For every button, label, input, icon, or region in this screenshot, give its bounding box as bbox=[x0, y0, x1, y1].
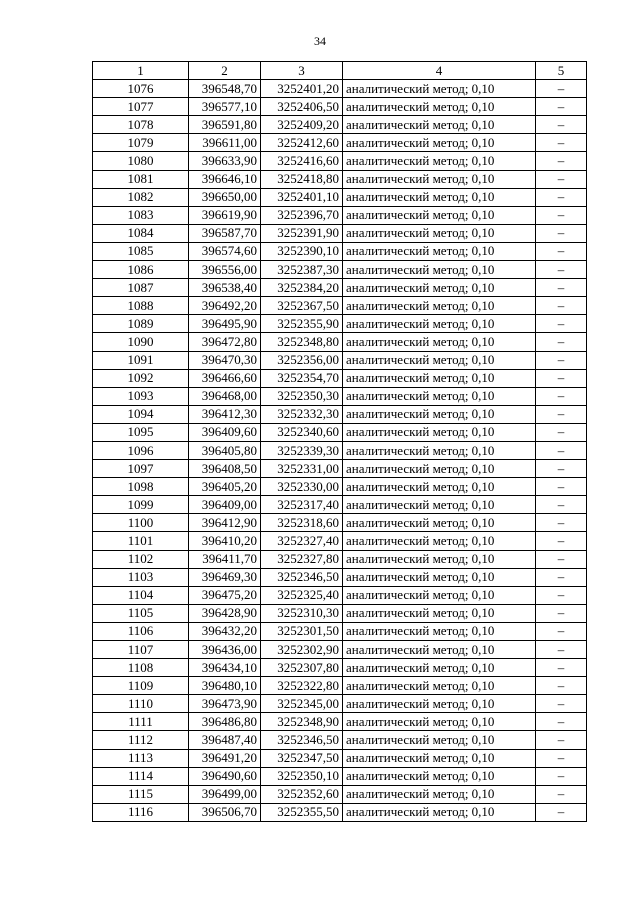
table-row bbox=[93, 224, 587, 242]
column-header: 4 bbox=[343, 62, 536, 80]
method-cell: аналитический метод; 0,10 bbox=[343, 315, 536, 333]
method-cell: аналитический метод; 0,10 bbox=[343, 297, 536, 315]
x-coordinate-cell: 396538,40 bbox=[189, 279, 261, 297]
method-cell: аналитический метод; 0,10 bbox=[343, 731, 536, 749]
x-coordinate-cell: 396650,00 bbox=[189, 188, 261, 206]
y-coordinate-cell: 3252310,30 bbox=[261, 604, 343, 622]
note-cell: – bbox=[536, 767, 587, 785]
y-coordinate-cell: 3252401,10 bbox=[261, 188, 343, 206]
point-number-cell: 1091 bbox=[93, 351, 189, 369]
column-header: 1 bbox=[93, 62, 189, 80]
x-coordinate-cell: 396611,00 bbox=[189, 134, 261, 152]
method-cell: аналитический метод; 0,10 bbox=[343, 369, 536, 387]
table-row bbox=[93, 261, 587, 279]
method-cell: аналитический метод; 0,10 bbox=[343, 134, 536, 152]
point-number-cell: 1102 bbox=[93, 550, 189, 568]
point-number-cell: 1085 bbox=[93, 242, 189, 260]
table-row bbox=[93, 333, 587, 351]
point-number-cell: 1115 bbox=[93, 785, 189, 803]
x-coordinate-cell: 396646,10 bbox=[189, 170, 261, 188]
y-coordinate-cell: 3252348,90 bbox=[261, 713, 343, 731]
note-cell: – bbox=[536, 568, 587, 586]
x-coordinate-cell: 396486,80 bbox=[189, 713, 261, 731]
point-number-cell: 1114 bbox=[93, 767, 189, 785]
method-cell: аналитический метод; 0,10 bbox=[343, 224, 536, 242]
table-row bbox=[93, 387, 587, 405]
table-row bbox=[93, 496, 587, 514]
table-row bbox=[93, 80, 587, 98]
table-row bbox=[93, 478, 587, 496]
page-number: 34 bbox=[314, 34, 326, 48]
method-cell: аналитический метод; 0,10 bbox=[343, 387, 536, 405]
method-cell: аналитический метод; 0,10 bbox=[343, 279, 536, 297]
method-cell: аналитический метод; 0,10 bbox=[343, 98, 536, 116]
y-coordinate-cell: 3252396,70 bbox=[261, 206, 343, 224]
point-number-cell: 1084 bbox=[93, 224, 189, 242]
x-coordinate-cell: 396491,20 bbox=[189, 749, 261, 767]
note-cell: – bbox=[536, 496, 587, 514]
y-coordinate-cell: 3252302,90 bbox=[261, 641, 343, 659]
column-header: 2 bbox=[189, 62, 261, 80]
note-cell: – bbox=[536, 423, 587, 441]
y-coordinate-cell: 3252348,80 bbox=[261, 333, 343, 351]
y-coordinate-cell: 3252355,50 bbox=[261, 803, 343, 821]
method-cell: аналитический метод; 0,10 bbox=[343, 767, 536, 785]
y-coordinate-cell: 3252332,30 bbox=[261, 405, 343, 423]
x-coordinate-cell: 396409,60 bbox=[189, 423, 261, 441]
table-row bbox=[93, 152, 587, 170]
x-coordinate-cell: 396412,90 bbox=[189, 514, 261, 532]
y-coordinate-cell: 3252327,80 bbox=[261, 550, 343, 568]
y-coordinate-cell: 3252384,20 bbox=[261, 279, 343, 297]
method-cell: аналитический метод; 0,10 bbox=[343, 242, 536, 260]
table-row bbox=[93, 460, 587, 478]
note-cell: – bbox=[536, 170, 587, 188]
point-number-cell: 1077 bbox=[93, 98, 189, 116]
x-coordinate-cell: 396468,00 bbox=[189, 387, 261, 405]
table-row bbox=[93, 731, 587, 749]
x-coordinate-cell: 396587,70 bbox=[189, 224, 261, 242]
point-number-cell: 1103 bbox=[93, 568, 189, 586]
y-coordinate-cell: 3252331,00 bbox=[261, 460, 343, 478]
note-cell: – bbox=[536, 351, 587, 369]
x-coordinate-cell: 396480,10 bbox=[189, 677, 261, 695]
note-cell: – bbox=[536, 731, 587, 749]
method-cell: аналитический метод; 0,10 bbox=[343, 803, 536, 821]
point-number-cell: 1089 bbox=[93, 315, 189, 333]
x-coordinate-cell: 396475,20 bbox=[189, 586, 261, 604]
note-cell: – bbox=[536, 279, 587, 297]
note-cell: – bbox=[536, 206, 587, 224]
note-cell: – bbox=[536, 405, 587, 423]
note-cell: – bbox=[536, 333, 587, 351]
method-cell: аналитический метод; 0,10 bbox=[343, 785, 536, 803]
y-coordinate-cell: 3252325,40 bbox=[261, 586, 343, 604]
note-cell: – bbox=[536, 604, 587, 622]
point-number-cell: 1104 bbox=[93, 586, 189, 604]
table-row bbox=[93, 134, 587, 152]
table-row bbox=[93, 785, 587, 803]
x-coordinate-cell: 396432,20 bbox=[189, 622, 261, 640]
point-number-cell: 1087 bbox=[93, 279, 189, 297]
method-cell: аналитический метод; 0,10 bbox=[343, 641, 536, 659]
note-cell: – bbox=[536, 659, 587, 677]
y-coordinate-cell: 3252347,50 bbox=[261, 749, 343, 767]
note-cell: – bbox=[536, 641, 587, 659]
method-cell: аналитический метод; 0,10 bbox=[343, 713, 536, 731]
y-coordinate-cell: 3252409,20 bbox=[261, 116, 343, 134]
y-coordinate-cell: 3252416,60 bbox=[261, 152, 343, 170]
y-coordinate-cell: 3252367,50 bbox=[261, 297, 343, 315]
table-row bbox=[93, 568, 587, 586]
table-row bbox=[93, 604, 587, 622]
note-cell: – bbox=[536, 749, 587, 767]
note-cell: – bbox=[536, 532, 587, 550]
table-row bbox=[93, 532, 587, 550]
table-row bbox=[93, 242, 587, 260]
x-coordinate-cell: 396574,60 bbox=[189, 242, 261, 260]
x-coordinate-cell: 396411,70 bbox=[189, 550, 261, 568]
table-row bbox=[93, 369, 587, 387]
method-cell: аналитический метод; 0,10 bbox=[343, 622, 536, 640]
x-coordinate-cell: 396633,90 bbox=[189, 152, 261, 170]
y-coordinate-cell: 3252301,50 bbox=[261, 622, 343, 640]
method-cell: аналитический метод; 0,10 bbox=[343, 460, 536, 478]
point-number-cell: 1088 bbox=[93, 297, 189, 315]
method-cell: аналитический метод; 0,10 bbox=[343, 441, 536, 459]
note-cell: – bbox=[536, 261, 587, 279]
point-number-cell: 1083 bbox=[93, 206, 189, 224]
table-row bbox=[93, 315, 587, 333]
point-number-cell: 1096 bbox=[93, 441, 189, 459]
table-row bbox=[93, 423, 587, 441]
point-number-cell: 1097 bbox=[93, 460, 189, 478]
table-row bbox=[93, 206, 587, 224]
x-coordinate-cell: 396405,20 bbox=[189, 478, 261, 496]
point-number-cell: 1078 bbox=[93, 116, 189, 134]
table-row bbox=[93, 586, 587, 604]
y-coordinate-cell: 3252327,40 bbox=[261, 532, 343, 550]
table-row bbox=[93, 695, 587, 713]
point-number-cell: 1092 bbox=[93, 369, 189, 387]
y-coordinate-cell: 3252401,20 bbox=[261, 80, 343, 98]
y-coordinate-cell: 3252350,30 bbox=[261, 387, 343, 405]
table-row bbox=[93, 405, 587, 423]
note-cell: – bbox=[536, 550, 587, 568]
x-coordinate-cell: 396548,70 bbox=[189, 80, 261, 98]
method-cell: аналитический метод; 0,10 bbox=[343, 405, 536, 423]
column-header: 3 bbox=[261, 62, 343, 80]
y-coordinate-cell: 3252307,80 bbox=[261, 659, 343, 677]
table-row bbox=[93, 351, 587, 369]
method-cell: аналитический метод; 0,10 bbox=[343, 333, 536, 351]
table-row bbox=[93, 441, 587, 459]
x-coordinate-cell: 396619,90 bbox=[189, 206, 261, 224]
table-row bbox=[93, 188, 587, 206]
method-cell: аналитический метод; 0,10 bbox=[343, 532, 536, 550]
method-cell: аналитический метод; 0,10 bbox=[343, 188, 536, 206]
method-cell: аналитический метод; 0,10 bbox=[343, 550, 536, 568]
x-coordinate-cell: 396466,60 bbox=[189, 369, 261, 387]
y-coordinate-cell: 3252352,60 bbox=[261, 785, 343, 803]
point-number-cell: 1098 bbox=[93, 478, 189, 496]
table-header-row bbox=[93, 62, 587, 80]
y-coordinate-cell: 3252406,50 bbox=[261, 98, 343, 116]
note-cell: – bbox=[536, 586, 587, 604]
method-cell: аналитический метод; 0,10 bbox=[343, 423, 536, 441]
point-number-cell: 1095 bbox=[93, 423, 189, 441]
x-coordinate-cell: 396470,30 bbox=[189, 351, 261, 369]
note-cell: – bbox=[536, 297, 587, 315]
point-number-cell: 1116 bbox=[93, 803, 189, 821]
point-number-cell: 1113 bbox=[93, 749, 189, 767]
method-cell: аналитический метод; 0,10 bbox=[343, 116, 536, 134]
note-cell: – bbox=[536, 134, 587, 152]
x-coordinate-cell: 396591,80 bbox=[189, 116, 261, 134]
y-coordinate-cell: 3252387,30 bbox=[261, 261, 343, 279]
table-row bbox=[93, 297, 587, 315]
note-cell: – bbox=[536, 242, 587, 260]
note-cell: – bbox=[536, 116, 587, 134]
note-cell: – bbox=[536, 98, 587, 116]
table-row bbox=[93, 170, 587, 188]
y-coordinate-cell: 3252330,00 bbox=[261, 478, 343, 496]
point-number-cell: 1081 bbox=[93, 170, 189, 188]
table-row bbox=[93, 550, 587, 568]
y-coordinate-cell: 3252412,60 bbox=[261, 134, 343, 152]
method-cell: аналитический метод; 0,10 bbox=[343, 206, 536, 224]
note-cell: – bbox=[536, 152, 587, 170]
note-cell: – bbox=[536, 677, 587, 695]
x-coordinate-cell: 396577,10 bbox=[189, 98, 261, 116]
x-coordinate-cell: 396434,10 bbox=[189, 659, 261, 677]
method-cell: аналитический метод; 0,10 bbox=[343, 604, 536, 622]
method-cell: аналитический метод; 0,10 bbox=[343, 568, 536, 586]
y-coordinate-cell: 3252318,60 bbox=[261, 514, 343, 532]
point-number-cell: 1099 bbox=[93, 496, 189, 514]
x-coordinate-cell: 396410,20 bbox=[189, 532, 261, 550]
x-coordinate-cell: 396495,90 bbox=[189, 315, 261, 333]
note-cell: – bbox=[536, 713, 587, 731]
x-coordinate-cell: 396412,30 bbox=[189, 405, 261, 423]
method-cell: аналитический метод; 0,10 bbox=[343, 80, 536, 98]
y-coordinate-cell: 3252339,30 bbox=[261, 441, 343, 459]
y-coordinate-cell: 3252390,10 bbox=[261, 242, 343, 260]
point-number-cell: 1082 bbox=[93, 188, 189, 206]
table-row bbox=[93, 641, 587, 659]
point-number-cell: 1107 bbox=[93, 641, 189, 659]
y-coordinate-cell: 3252317,40 bbox=[261, 496, 343, 514]
note-cell: – bbox=[536, 622, 587, 640]
note-cell: – bbox=[536, 785, 587, 803]
point-number-cell: 1110 bbox=[93, 695, 189, 713]
x-coordinate-cell: 396469,30 bbox=[189, 568, 261, 586]
table-row bbox=[93, 659, 587, 677]
y-coordinate-cell: 3252391,90 bbox=[261, 224, 343, 242]
table-body bbox=[93, 62, 587, 822]
point-number-cell: 1094 bbox=[93, 405, 189, 423]
note-cell: – bbox=[536, 460, 587, 478]
table-row bbox=[93, 677, 587, 695]
note-cell: – bbox=[536, 478, 587, 496]
x-coordinate-cell: 396472,80 bbox=[189, 333, 261, 351]
point-number-cell: 1111 bbox=[93, 713, 189, 731]
table-row bbox=[93, 713, 587, 731]
point-number-cell: 1090 bbox=[93, 333, 189, 351]
table-row bbox=[93, 767, 587, 785]
method-cell: аналитический метод; 0,10 bbox=[343, 514, 536, 532]
y-coordinate-cell: 3252354,70 bbox=[261, 369, 343, 387]
point-number-cell: 1076 bbox=[93, 80, 189, 98]
method-cell: аналитический метод; 0,10 bbox=[343, 586, 536, 604]
note-cell: – bbox=[536, 315, 587, 333]
x-coordinate-cell: 396492,20 bbox=[189, 297, 261, 315]
point-number-cell: 1086 bbox=[93, 261, 189, 279]
x-coordinate-cell: 396556,00 bbox=[189, 261, 261, 279]
note-cell: – bbox=[536, 188, 587, 206]
x-coordinate-cell: 396499,00 bbox=[189, 785, 261, 803]
note-cell: – bbox=[536, 803, 587, 821]
y-coordinate-cell: 3252322,80 bbox=[261, 677, 343, 695]
method-cell: аналитический метод; 0,10 bbox=[343, 478, 536, 496]
method-cell: аналитический метод; 0,10 bbox=[343, 496, 536, 514]
method-cell: аналитический метод; 0,10 bbox=[343, 261, 536, 279]
coordinates-table bbox=[92, 61, 587, 822]
x-coordinate-cell: 396436,00 bbox=[189, 641, 261, 659]
note-cell: – bbox=[536, 695, 587, 713]
point-number-cell: 1079 bbox=[93, 134, 189, 152]
x-coordinate-cell: 396487,40 bbox=[189, 731, 261, 749]
method-cell: аналитический метод; 0,10 bbox=[343, 659, 536, 677]
table-row bbox=[93, 116, 587, 134]
note-cell: – bbox=[536, 514, 587, 532]
point-number-cell: 1100 bbox=[93, 514, 189, 532]
point-number-cell: 1101 bbox=[93, 532, 189, 550]
table-row bbox=[93, 279, 587, 297]
point-number-cell: 1108 bbox=[93, 659, 189, 677]
method-cell: аналитический метод; 0,10 bbox=[343, 152, 536, 170]
x-coordinate-cell: 396405,80 bbox=[189, 441, 261, 459]
note-cell: – bbox=[536, 369, 587, 387]
y-coordinate-cell: 3252340,60 bbox=[261, 423, 343, 441]
y-coordinate-cell: 3252418,80 bbox=[261, 170, 343, 188]
y-coordinate-cell: 3252356,00 bbox=[261, 351, 343, 369]
table-row bbox=[93, 803, 587, 821]
method-cell: аналитический метод; 0,10 bbox=[343, 695, 536, 713]
table-row bbox=[93, 749, 587, 767]
y-coordinate-cell: 3252345,00 bbox=[261, 695, 343, 713]
table-row bbox=[93, 622, 587, 640]
point-number-cell: 1106 bbox=[93, 622, 189, 640]
x-coordinate-cell: 396473,90 bbox=[189, 695, 261, 713]
table-row bbox=[93, 514, 587, 532]
method-cell: аналитический метод; 0,10 bbox=[343, 351, 536, 369]
point-number-cell: 1080 bbox=[93, 152, 189, 170]
point-number-cell: 1105 bbox=[93, 604, 189, 622]
note-cell: – bbox=[536, 441, 587, 459]
y-coordinate-cell: 3252346,50 bbox=[261, 731, 343, 749]
table-row bbox=[93, 98, 587, 116]
method-cell: аналитический метод; 0,10 bbox=[343, 170, 536, 188]
note-cell: – bbox=[536, 80, 587, 98]
y-coordinate-cell: 3252350,10 bbox=[261, 767, 343, 785]
point-number-cell: 1093 bbox=[93, 387, 189, 405]
y-coordinate-cell: 3252346,50 bbox=[261, 568, 343, 586]
point-number-cell: 1109 bbox=[93, 677, 189, 695]
x-coordinate-cell: 396490,60 bbox=[189, 767, 261, 785]
x-coordinate-cell: 396428,90 bbox=[189, 604, 261, 622]
method-cell: аналитический метод; 0,10 bbox=[343, 677, 536, 695]
note-cell: – bbox=[536, 387, 587, 405]
x-coordinate-cell: 396408,50 bbox=[189, 460, 261, 478]
point-number-cell: 1112 bbox=[93, 731, 189, 749]
note-cell: – bbox=[536, 224, 587, 242]
y-coordinate-cell: 3252355,90 bbox=[261, 315, 343, 333]
method-cell: аналитический метод; 0,10 bbox=[343, 749, 536, 767]
x-coordinate-cell: 396506,70 bbox=[189, 803, 261, 821]
x-coordinate-cell: 396409,00 bbox=[189, 496, 261, 514]
column-header: 5 bbox=[536, 62, 587, 80]
